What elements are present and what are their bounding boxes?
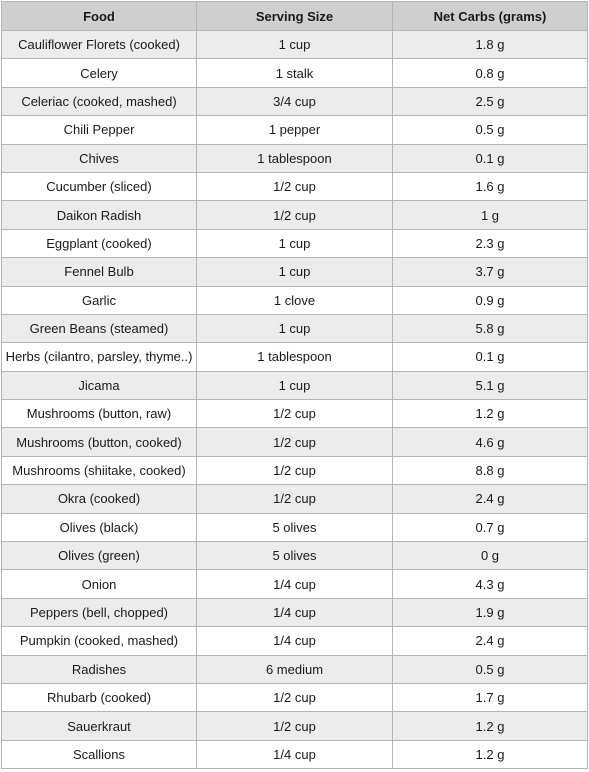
cell-serving-size: 1 clove — [197, 286, 393, 314]
cell-food: Peppers (bell, chopped) — [2, 598, 197, 626]
header-food: Food — [2, 2, 197, 31]
cell-net-carbs: 4.6 g — [393, 428, 588, 456]
cell-serving-size: 5 olives — [197, 542, 393, 570]
cell-net-carbs: 1.9 g — [393, 598, 588, 626]
cell-serving-size: 1 cup — [197, 229, 393, 257]
cell-serving-size: 1/2 cup — [197, 456, 393, 484]
table-row — [2, 712, 588, 740]
table-row — [2, 570, 588, 598]
cell-serving-size: 5 olives — [197, 513, 393, 541]
table-row — [2, 286, 588, 314]
cell-food: Radishes — [2, 655, 197, 683]
table-row — [2, 428, 588, 456]
cell-food: Jicama — [2, 371, 197, 399]
table-row — [2, 314, 588, 342]
cell-net-carbs: 0.8 g — [393, 59, 588, 87]
cell-food: Celeriac (cooked, mashed) — [2, 87, 197, 115]
table-row — [2, 172, 588, 200]
table-row — [2, 400, 588, 428]
table-row — [2, 59, 588, 87]
cell-food: Cucumber (sliced) — [2, 172, 197, 200]
table-row — [2, 598, 588, 626]
cell-serving-size: 1/2 cup — [197, 172, 393, 200]
cell-food: Mushrooms (button, cooked) — [2, 428, 197, 456]
cell-net-carbs: 1.7 g — [393, 683, 588, 711]
table-row — [2, 201, 588, 229]
cell-serving-size: 3/4 cup — [197, 87, 393, 115]
cell-food: Mushrooms (shiitake, cooked) — [2, 456, 197, 484]
table-row — [2, 627, 588, 655]
cell-net-carbs: 0.1 g — [393, 144, 588, 172]
table-row — [2, 87, 588, 115]
table-row — [2, 655, 588, 683]
cell-food: Chives — [2, 144, 197, 172]
net-carbs-table — [1, 1, 588, 769]
cell-food: Scallions — [2, 740, 197, 768]
cell-net-carbs: 1.8 g — [393, 31, 588, 59]
net-carbs-table-container — [1, 1, 587, 769]
cell-serving-size: 1/2 cup — [197, 201, 393, 229]
cell-food: Onion — [2, 570, 197, 598]
cell-net-carbs: 1.2 g — [393, 400, 588, 428]
table-row — [2, 229, 588, 257]
header-serving-size: Serving Size — [197, 2, 393, 31]
cell-serving-size: 1/2 cup — [197, 683, 393, 711]
cell-net-carbs: 1.2 g — [393, 740, 588, 768]
cell-net-carbs: 1 g — [393, 201, 588, 229]
table-row — [2, 542, 588, 570]
cell-food: Eggplant (cooked) — [2, 229, 197, 257]
table-row — [2, 513, 588, 541]
cell-net-carbs: 1.6 g — [393, 172, 588, 200]
cell-food: Daikon Radish — [2, 201, 197, 229]
cell-serving-size: 1/4 cup — [197, 598, 393, 626]
cell-net-carbs: 0.7 g — [393, 513, 588, 541]
cell-food: Sauerkraut — [2, 712, 197, 740]
cell-serving-size: 1/2 cup — [197, 428, 393, 456]
cell-serving-size: 1 stalk — [197, 59, 393, 87]
cell-food: Mushrooms (button, raw) — [2, 400, 197, 428]
cell-food: Celery — [2, 59, 197, 87]
table-row — [2, 116, 588, 144]
cell-serving-size: 1/4 cup — [197, 740, 393, 768]
cell-food: Olives (green) — [2, 542, 197, 570]
table-row — [2, 31, 588, 59]
cell-net-carbs: 5.1 g — [393, 371, 588, 399]
cell-net-carbs: 0.9 g — [393, 286, 588, 314]
table-row — [2, 485, 588, 513]
cell-serving-size: 1 cup — [197, 258, 393, 286]
table-row — [2, 683, 588, 711]
table-row — [2, 343, 588, 371]
cell-food: Okra (cooked) — [2, 485, 197, 513]
table-row — [2, 456, 588, 484]
cell-net-carbs: 1.2 g — [393, 712, 588, 740]
cell-net-carbs: 0.5 g — [393, 116, 588, 144]
cell-net-carbs: 2.5 g — [393, 87, 588, 115]
cell-food: Rhubarb (cooked) — [2, 683, 197, 711]
cell-net-carbs: 3.7 g — [393, 258, 588, 286]
table-row — [2, 144, 588, 172]
cell-serving-size: 1 tablespoon — [197, 144, 393, 172]
cell-net-carbs: 2.3 g — [393, 229, 588, 257]
table-row — [2, 258, 588, 286]
cell-serving-size: 1 cup — [197, 31, 393, 59]
cell-serving-size: 1/2 cup — [197, 485, 393, 513]
cell-serving-size: 1/2 cup — [197, 712, 393, 740]
cell-serving-size: 1/4 cup — [197, 570, 393, 598]
cell-net-carbs: 8.8 g — [393, 456, 588, 484]
cell-food: Olives (black) — [2, 513, 197, 541]
cell-food: Pumpkin (cooked, mashed) — [2, 627, 197, 655]
table-row — [2, 371, 588, 399]
cell-serving-size: 6 medium — [197, 655, 393, 683]
table-header — [2, 2, 588, 31]
cell-net-carbs: 5.8 g — [393, 314, 588, 342]
header-net-carbs: Net Carbs (grams) — [393, 2, 588, 31]
cell-food: Chili Pepper — [2, 116, 197, 144]
cell-serving-size: 1 cup — [197, 371, 393, 399]
cell-food: Fennel Bulb — [2, 258, 197, 286]
cell-food: Cauliflower Florets (cooked) — [2, 31, 197, 59]
cell-food: Herbs (cilantro, parsley, thyme..) — [2, 343, 197, 371]
cell-net-carbs: 0.1 g — [393, 343, 588, 371]
cell-serving-size: 1/4 cup — [197, 627, 393, 655]
cell-serving-size: 1 tablespoon — [197, 343, 393, 371]
cell-serving-size: 1 cup — [197, 314, 393, 342]
header-row — [2, 2, 588, 31]
cell-net-carbs: 2.4 g — [393, 627, 588, 655]
cell-serving-size: 1 pepper — [197, 116, 393, 144]
cell-net-carbs: 0 g — [393, 542, 588, 570]
cell-net-carbs: 2.4 g — [393, 485, 588, 513]
cell-serving-size: 1/2 cup — [197, 400, 393, 428]
table-row — [2, 740, 588, 768]
cell-food: Garlic — [2, 286, 197, 314]
cell-net-carbs: 0.5 g — [393, 655, 588, 683]
cell-net-carbs: 4.3 g — [393, 570, 588, 598]
cell-food: Green Beans (steamed) — [2, 314, 197, 342]
table-body — [2, 31, 588, 769]
